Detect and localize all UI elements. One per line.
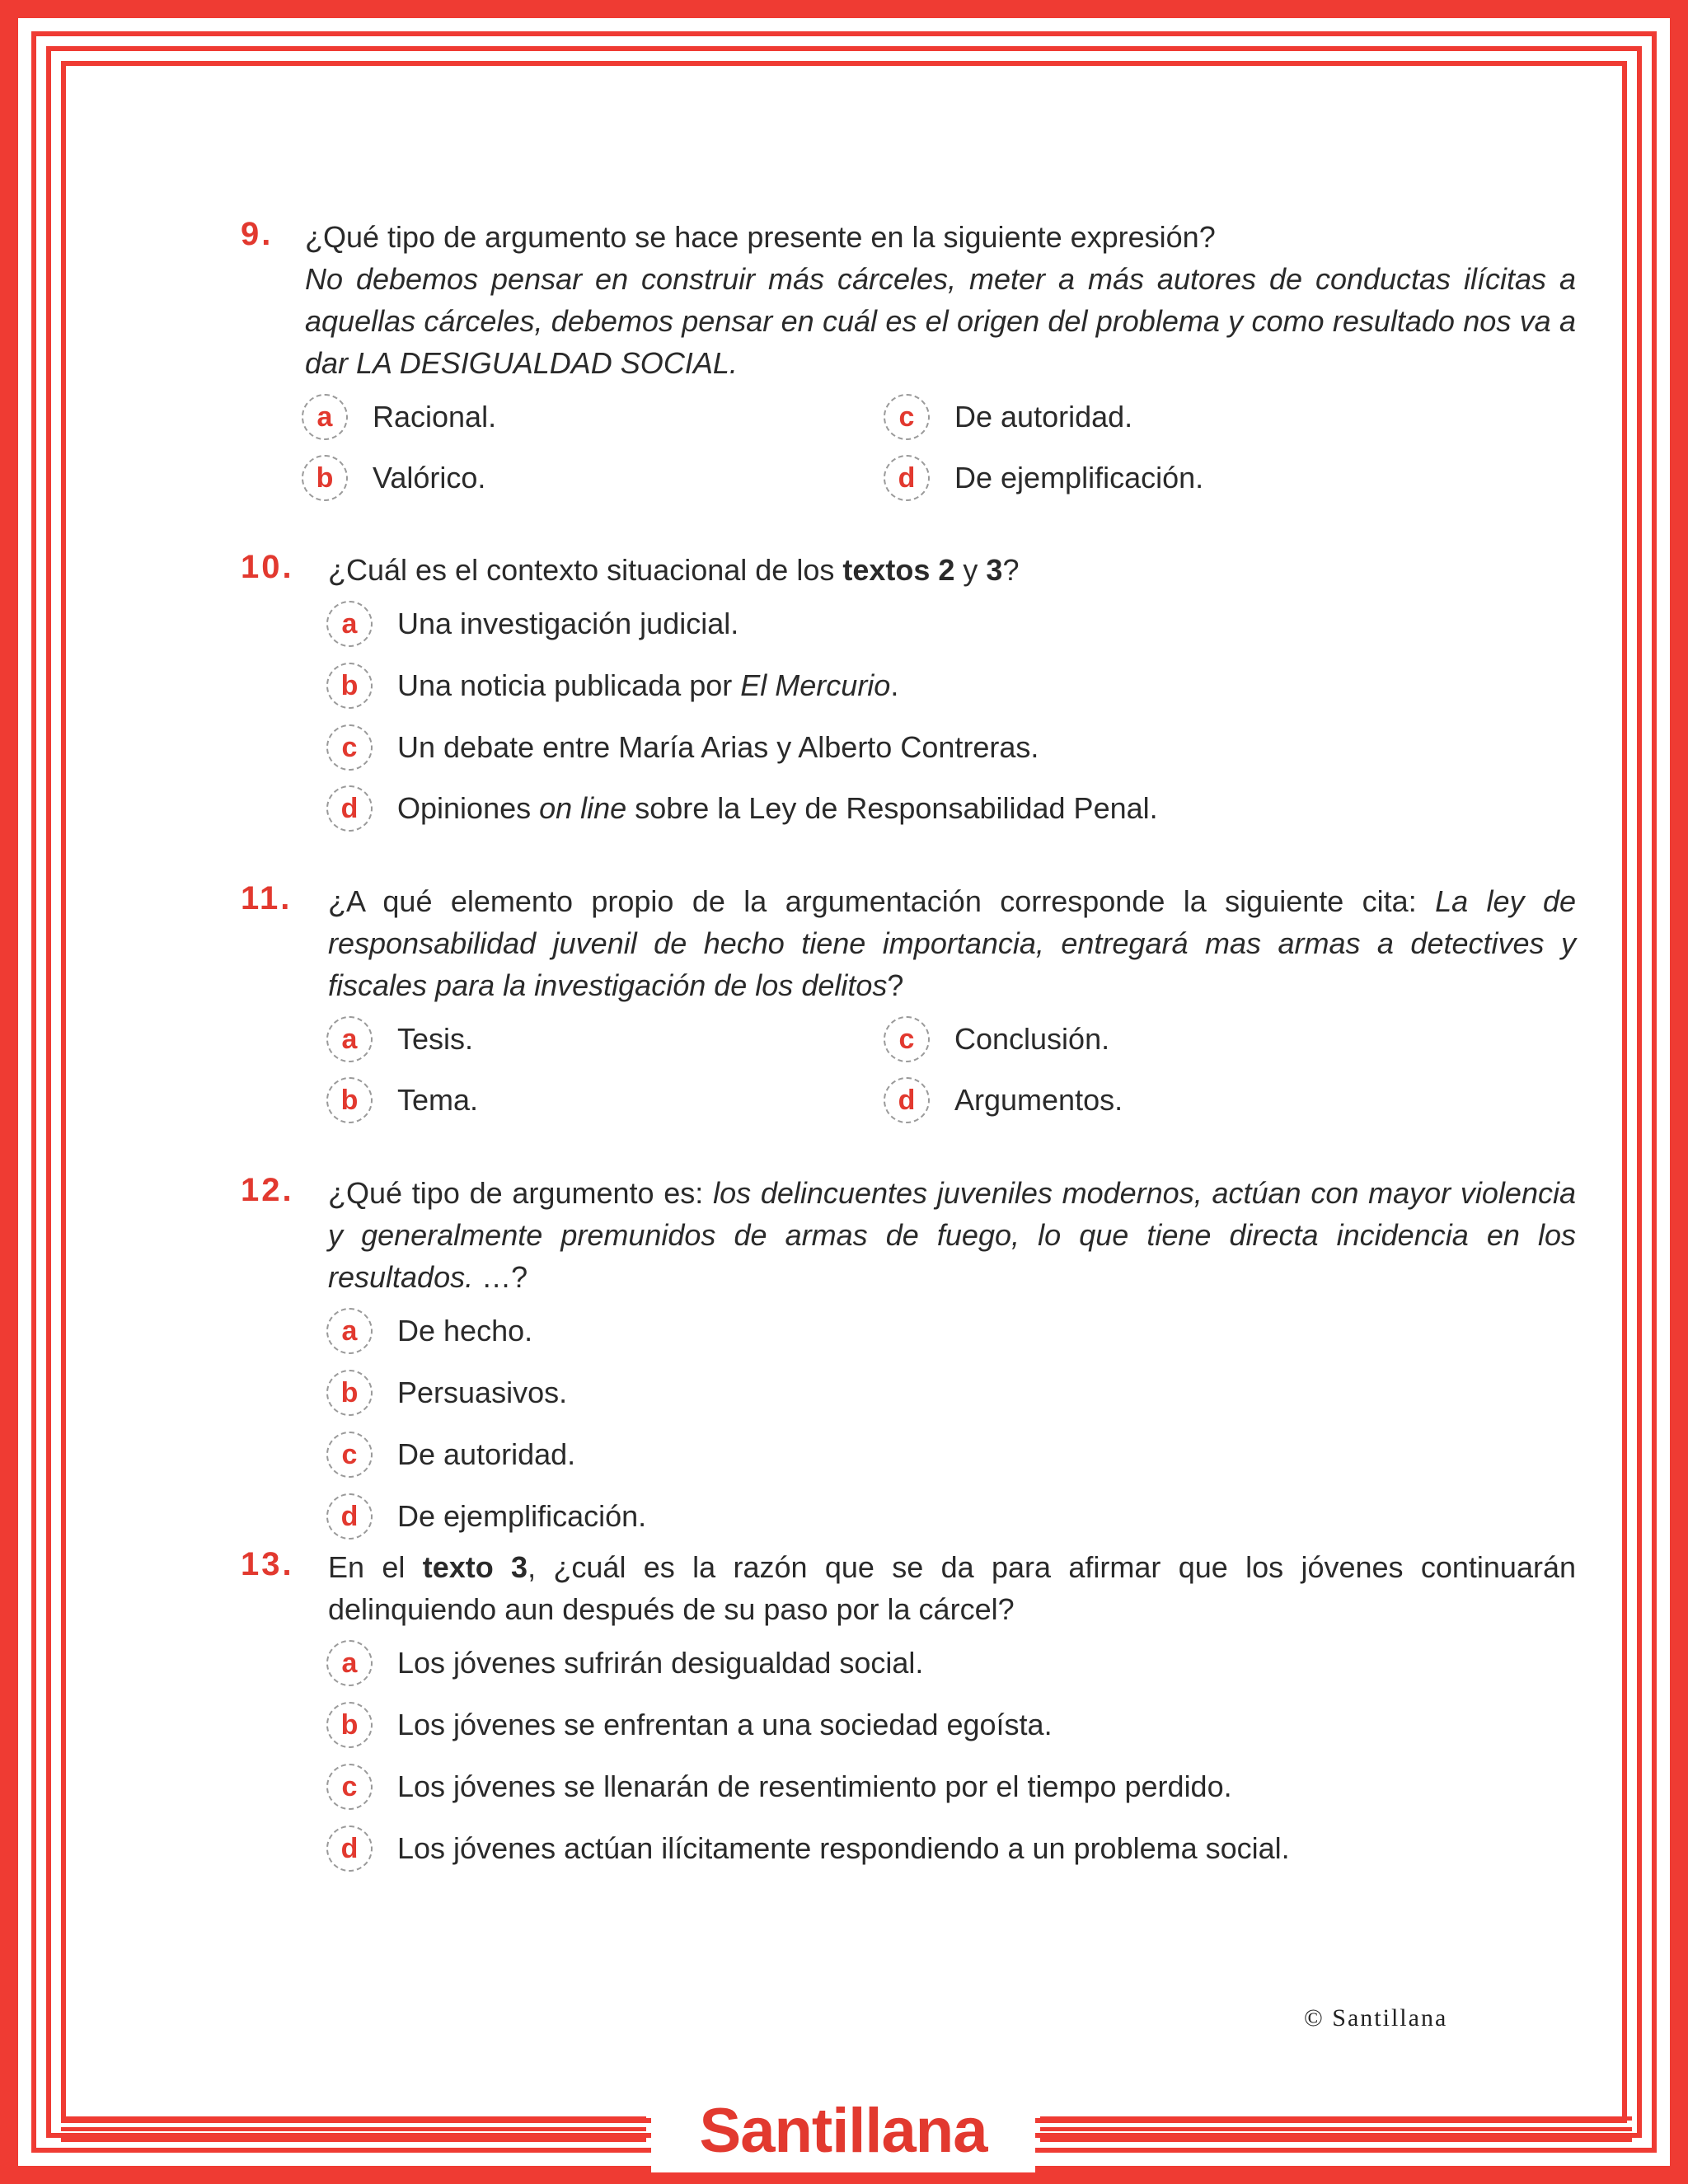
option-text: De ejemplificación. xyxy=(397,1499,647,1533)
question-13 xyxy=(241,1546,1576,1886)
option-letter-badge: d xyxy=(326,1825,373,1872)
option-text: Valórico. xyxy=(373,461,486,494)
option-text-part: sobre la Ley de Responsabilidad Penal. xyxy=(626,791,1158,825)
option-letter-badge: a xyxy=(326,601,373,647)
option-letter-badge: c xyxy=(884,394,930,440)
copyright-notice: © Santillana xyxy=(1304,2004,1448,2032)
question-prompt-rest: , ¿cuál es la razón que se da para afirmar que los jóvenes continuarán delinquiendo aun después de su paso por la cárcel? xyxy=(328,1550,1576,1626)
option-d[interactable] xyxy=(884,1076,1123,1125)
option-c[interactable] xyxy=(326,1430,575,1479)
option-a[interactable] xyxy=(326,1638,923,1688)
option-letter-badge: a xyxy=(302,394,348,440)
question-quote: los delincuentes juveniles modernos, actúan con mayor violencia y generalmente premunidos de armas de fuego, lo que tiene directa incidencia en los resultados. xyxy=(328,1176,1576,1294)
question-quote: La ley de responsabilidad juvenil de hecho tiene importancia, entregará mas armas a detectives y fiscales para la investigación de los delitos xyxy=(328,884,1576,1002)
option-c[interactable] xyxy=(326,723,1039,772)
option-list xyxy=(241,599,1576,846)
option-c[interactable] xyxy=(326,1762,1232,1811)
option-text: De ejemplificación. xyxy=(954,461,1204,494)
footer-rule-right xyxy=(1040,2116,1632,2143)
option-c[interactable] xyxy=(884,392,1132,442)
option-text-italic: on line xyxy=(539,791,627,825)
option-text: Argumentos. xyxy=(954,1083,1123,1117)
question-number: 11. xyxy=(241,880,293,916)
option-d[interactable] xyxy=(326,1492,646,1541)
option-a[interactable] xyxy=(326,599,738,649)
question-number: 12. xyxy=(241,1172,294,1208)
question-quote: No debemos pensar en construir más cárceles, meter a más autores de conductas ilícitas a aquellas cárceles, debemos pensar en cuál es el origen del problema y como resultado nos va a dar LA DESIGUALDAD SOCIAL. xyxy=(305,262,1576,380)
option-letter-badge: b xyxy=(326,1370,373,1416)
bold-reference: textos 2 xyxy=(842,553,955,587)
option-text: Tema. xyxy=(397,1083,479,1117)
option-letter-badge: d xyxy=(884,455,930,501)
option-a[interactable] xyxy=(326,1306,532,1356)
question-text xyxy=(328,549,1576,591)
option-letter-badge: a xyxy=(326,1016,373,1062)
question-prompt-end: ? xyxy=(887,968,904,1002)
publisher-logo: Santillana xyxy=(651,2090,1035,2172)
option-text: Un debate entre María Arias y Alberto Contreras. xyxy=(397,730,1039,764)
option-text: Conclusión. xyxy=(954,1022,1110,1056)
option-a[interactable] xyxy=(302,392,496,442)
question-prompt-end: ? xyxy=(1002,553,1020,587)
option-d[interactable] xyxy=(326,784,1158,833)
option-text: De hecho. xyxy=(397,1314,533,1347)
option-letter-badge: a xyxy=(326,1308,373,1354)
option-text xyxy=(397,791,1158,826)
option-letter-badge: c xyxy=(884,1016,930,1062)
question-prompt: ¿Qué tipo de argumento es: xyxy=(328,1176,714,1210)
question-prompt-join: y xyxy=(954,553,987,587)
option-letter-badge: d xyxy=(884,1077,930,1123)
option-b[interactable] xyxy=(326,1700,1053,1750)
option-text: Racional. xyxy=(373,400,497,434)
question-prompt: ¿Qué tipo de argumento se hace presente en la siguiente expresión? xyxy=(305,220,1216,254)
question-prompt: ¿A qué elemento propio de la argumentación corresponde la siguiente cita: xyxy=(328,884,1436,918)
option-text: Los jóvenes sufrirán desigualdad social. xyxy=(397,1646,924,1680)
option-letter-badge: d xyxy=(326,785,373,832)
option-d[interactable] xyxy=(884,453,1203,503)
question-prompt: ¿Cuál es el contexto situacional de los xyxy=(328,553,843,587)
option-text: Los jóvenes se llenarán de resentimiento por el tiempo perdido. xyxy=(397,1769,1232,1803)
option-text: De autoridad. xyxy=(397,1437,576,1471)
question-11 xyxy=(241,880,1576,1138)
option-letter-badge: c xyxy=(326,1432,373,1478)
option-text: Los jóvenes se enfrentan a una sociedad egoísta. xyxy=(397,1708,1053,1741)
option-text: De autoridad. xyxy=(954,400,1133,434)
question-10 xyxy=(241,549,1576,846)
option-text: Persuasivos. xyxy=(397,1376,568,1409)
option-letter-badge: c xyxy=(326,1764,373,1810)
option-c[interactable] xyxy=(884,1015,1109,1064)
option-b[interactable] xyxy=(326,1076,478,1125)
option-letter-badge: b xyxy=(326,1702,373,1748)
option-list xyxy=(241,392,1576,516)
question-prompt: En el xyxy=(328,1550,423,1584)
option-letter-badge: a xyxy=(326,1640,373,1686)
option-list xyxy=(241,1306,1576,1554)
question-number: 9. xyxy=(241,216,274,252)
question-text xyxy=(328,880,1576,1006)
option-a[interactable] xyxy=(326,1015,473,1064)
option-list xyxy=(241,1015,1576,1138)
option-d[interactable] xyxy=(326,1824,1290,1873)
question-number: 13. xyxy=(241,1546,294,1582)
question-text xyxy=(328,1172,1576,1298)
option-letter-badge: d xyxy=(326,1493,373,1540)
option-letter-badge: b xyxy=(326,663,373,709)
footer-rule-left xyxy=(61,2116,646,2143)
option-letter-badge: c xyxy=(326,724,373,771)
option-text: Tesis. xyxy=(397,1022,474,1056)
question-9 xyxy=(241,216,1576,516)
question-number: 10. xyxy=(241,549,294,585)
question-12 xyxy=(241,1172,1576,1554)
option-b[interactable] xyxy=(326,661,898,710)
question-text xyxy=(328,1546,1576,1630)
bold-reference: texto 3 xyxy=(422,1550,528,1584)
question-text xyxy=(305,216,1576,384)
option-text-part: Opiniones xyxy=(397,791,540,825)
option-letter-badge: b xyxy=(326,1077,373,1123)
option-b[interactable] xyxy=(302,453,485,503)
option-list xyxy=(241,1638,1576,1886)
bold-reference: 3 xyxy=(986,553,1003,587)
option-text: Los jóvenes actúan ilícitamente respondiendo a un problema social. xyxy=(397,1831,1290,1865)
option-text xyxy=(397,668,898,703)
option-text-part: . xyxy=(890,668,899,702)
question-prompt-end: …? xyxy=(473,1260,528,1294)
option-b[interactable] xyxy=(326,1368,567,1418)
option-text-italic: El Mercurio xyxy=(740,668,891,702)
option-text-part: Una noticia publicada por xyxy=(397,668,741,702)
option-text: Una investigación judicial. xyxy=(397,607,739,640)
option-letter-badge: b xyxy=(302,455,348,501)
